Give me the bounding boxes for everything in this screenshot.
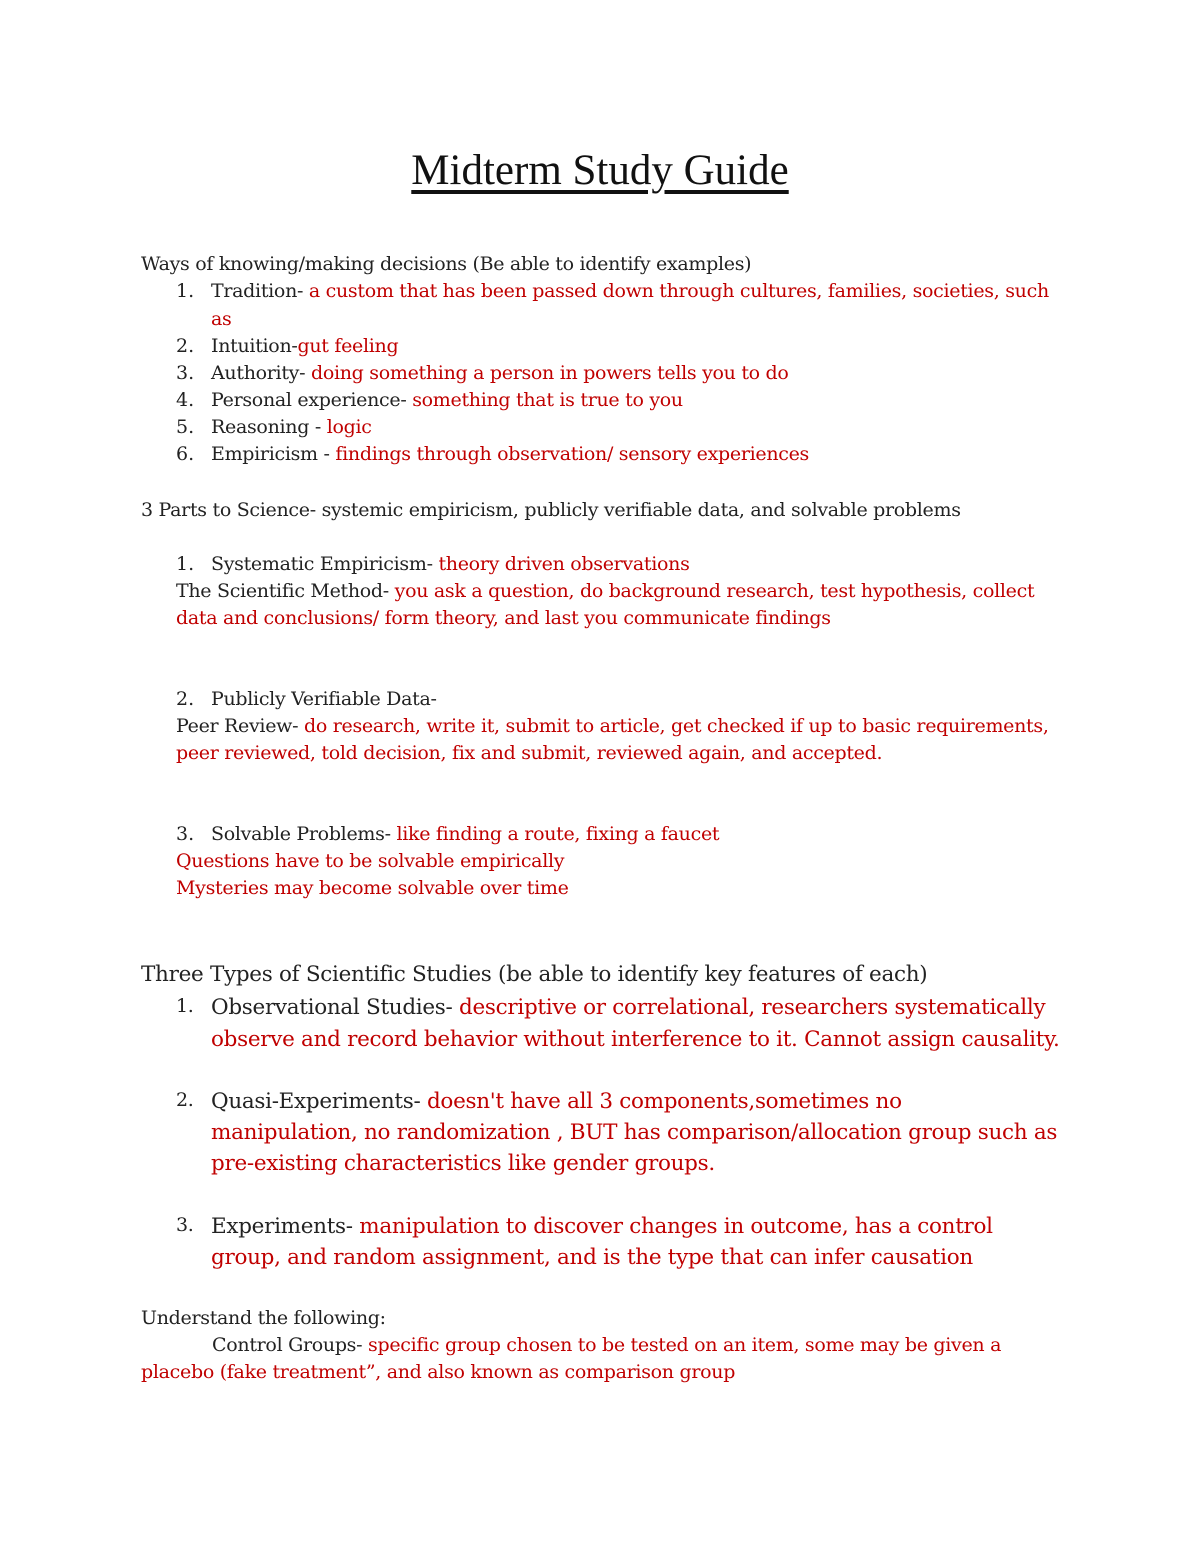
control-groups-line bbox=[212, 1334, 1001, 1356]
study-definition-continued: pre-existing characteristics like gender groups. bbox=[211, 1151, 715, 1176]
page-title: Midterm Study Guide bbox=[411, 147, 789, 194]
study-term: Experiments- bbox=[211, 1214, 353, 1239]
study-observational bbox=[211, 995, 1045, 1020]
study-number: 3. bbox=[176, 1214, 194, 1236]
science-part-solvable-problems bbox=[211, 823, 719, 845]
science-part-definition: like finding a route, fixing a faucet bbox=[390, 823, 720, 845]
ways-item-term: Authority- bbox=[211, 362, 306, 384]
peer-review-definition: do research, write it, submit to article, get checked if up to basic requirements, bbox=[298, 715, 1049, 737]
study-term: Observational Studies- bbox=[211, 995, 453, 1020]
ways-item-intuition bbox=[211, 335, 398, 357]
ways-item-reasoning bbox=[211, 416, 372, 438]
ways-heading: Ways of knowing/making decisions (Be able to identify examples) bbox=[141, 253, 752, 275]
ways-item-term: Reasoning - bbox=[211, 416, 321, 438]
ways-item-definition: logic bbox=[320, 416, 372, 438]
ways-item-number: 1. bbox=[176, 280, 195, 302]
science-part-systematic-empiricism bbox=[211, 553, 690, 575]
study-definition-continued: group, and random assignment, and is the type that can infer causation bbox=[211, 1245, 973, 1270]
ways-item-term: Tradition- bbox=[211, 280, 304, 302]
control-groups-definition-continued: placebo (fake treatment”, and also known as comparison group bbox=[141, 1361, 736, 1383]
study-quasi-experiments bbox=[211, 1089, 902, 1114]
study-term: Quasi-Experiments- bbox=[211, 1089, 421, 1114]
ways-item-definition: doing something a person in powers tells you to do bbox=[305, 362, 789, 384]
study-definition: doesn't have all 3 components,sometimes no bbox=[420, 1089, 902, 1114]
science-part-term: Systematic Empiricism- bbox=[211, 553, 433, 575]
ways-item-definition: findings through observation/ sensory experiences bbox=[329, 443, 810, 465]
study-definition-continued: manipulation, no randomization , BUT has comparison/allocation group such as bbox=[211, 1120, 1058, 1145]
ways-item-number: 5. bbox=[176, 416, 195, 438]
ways-item-personal-experience bbox=[211, 389, 683, 411]
studies-heading: Three Types of Scientific Studies (be able to identify key features of each) bbox=[141, 962, 928, 987]
study-definition-continued: observe and record behavior without interference to it. Cannot assign causality. bbox=[211, 1027, 1060, 1052]
solvable-problems-note: Questions have to be solvable empirically bbox=[176, 850, 565, 872]
science-part-publicly-verifiable-data: Publicly Verifiable Data- bbox=[211, 688, 437, 710]
ways-item-tradition bbox=[211, 280, 1049, 302]
ways-item-term: Intuition- bbox=[211, 335, 298, 357]
ways-item-authority bbox=[211, 362, 789, 384]
ways-item-definition: a custom that has been passed down through cultures, families, societies, such bbox=[303, 280, 1049, 302]
study-definition: descriptive or correlational, researchers systematically bbox=[452, 995, 1046, 1020]
control-groups-definition: specific group chosen to be tested on an item, some may be given a bbox=[362, 1334, 1002, 1356]
ways-item-number: 4. bbox=[176, 389, 195, 411]
peer-review-term: Peer Review- bbox=[176, 715, 299, 737]
ways-item-definition: gut feeling bbox=[297, 335, 399, 357]
study-experiments bbox=[211, 1214, 993, 1239]
science-part-definition: theory driven observations bbox=[432, 553, 690, 575]
science-part-number: 2. bbox=[176, 688, 195, 710]
study-definition: manipulation to discover changes in outcome, has a control bbox=[352, 1214, 993, 1239]
scientific-method-term: The Scientific Method- bbox=[176, 580, 389, 602]
scientific-method-line bbox=[176, 580, 1034, 602]
study-number: 1. bbox=[176, 995, 194, 1017]
science-part-number: 1. bbox=[176, 553, 195, 575]
control-groups-term: Control Groups- bbox=[212, 1334, 363, 1356]
peer-review-definition-continued: peer reviewed, told decision, fix and submit, reviewed again, and accepted. bbox=[176, 742, 883, 764]
ways-item-number: 2. bbox=[176, 335, 195, 357]
science-heading: 3 Parts to Science- systemic empiricism, publicly verifiable data, and solvable problems bbox=[141, 499, 961, 521]
peer-review-line bbox=[176, 715, 1049, 737]
scientific-method-definition-continued: data and conclusions/ form theory, and last you communicate findings bbox=[176, 607, 831, 629]
study-number: 2. bbox=[176, 1089, 194, 1111]
science-part-number: 3. bbox=[176, 823, 195, 845]
scientific-method-definition: you ask a question, do background research, test hypothesis, collect bbox=[388, 580, 1035, 602]
ways-item-definition: something that is true to you bbox=[406, 389, 683, 411]
ways-item-term: Personal experience- bbox=[211, 389, 407, 411]
ways-item-definition-continued: as bbox=[211, 308, 232, 330]
ways-item-number: 3. bbox=[176, 362, 195, 384]
science-part-term: Solvable Problems- bbox=[211, 823, 391, 845]
solvable-problems-note: Mysteries may become solvable over time bbox=[176, 877, 569, 899]
understand-heading: Understand the following: bbox=[141, 1307, 386, 1329]
ways-item-empiricism bbox=[211, 443, 809, 465]
ways-item-number: 6. bbox=[176, 443, 195, 465]
ways-item-term: Empiricism - bbox=[211, 443, 330, 465]
